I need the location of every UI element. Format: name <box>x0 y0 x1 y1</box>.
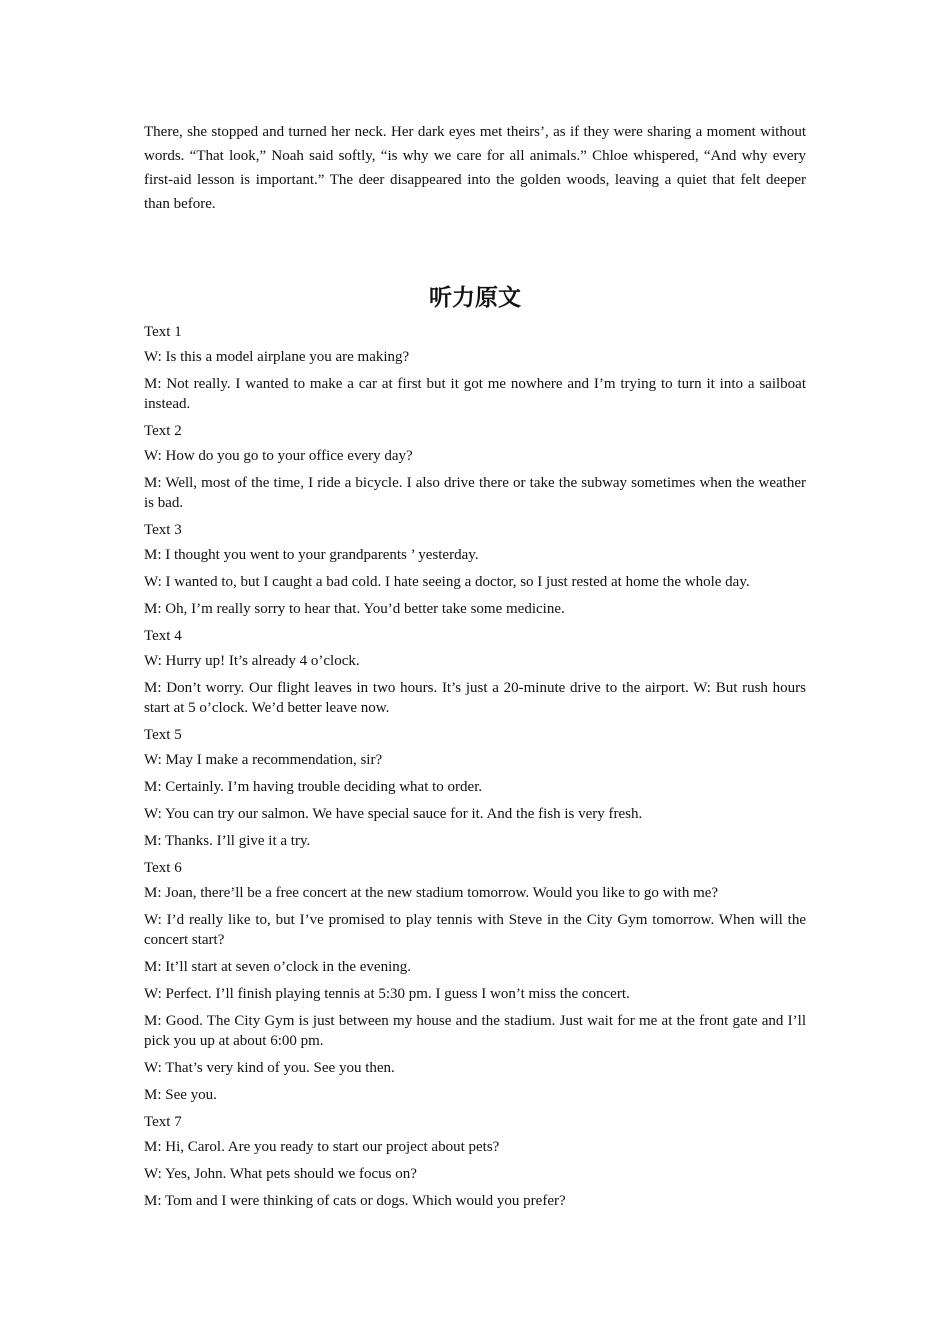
dialogue-line: W: Is this a model airplane you are making? <box>144 349 410 365</box>
transcript <box>144 322 806 1211</box>
dialogue-line: M: Good. The City Gym is just between my house and the stadium. Just wait for me at the front gate and I’ll pick you up at about 6:00 pm. <box>144 1013 806 1049</box>
dialogue-line: M: Don’t worry. Our flight leaves in two hours. It’s just a 20-minute drive to the airport. W: But rush hours start at 5 o’clock. We’d better leave now. <box>144 680 806 716</box>
text-label: Text 1 <box>144 324 182 340</box>
dialogue-line: M: I thought you went to your grandparents ’ yesterday. <box>144 547 479 563</box>
dialogue-line: M: Not really. I wanted to make a car at first but it got me nowhere and I’m trying to turn it into a sailboat instead. <box>144 376 806 412</box>
dialogue-line: M: Thanks. I’ll give it a try. <box>144 833 311 849</box>
dialogue-line: M: It’ll start at seven o’clock in the evening. <box>144 959 412 975</box>
text-label: Text 6 <box>144 860 182 876</box>
dialogue-line: M: Hi, Carol. Are you ready to start our project about pets? <box>144 1139 500 1155</box>
dialogue-line: W: I wanted to, but I caught a bad cold. I hate seeing a doctor, so I just rested at home the whole day. <box>144 574 750 590</box>
story-paragraph: There, she stopped and turned her neck. Her dark eyes met theirs’, as if they were sharing a moment without words. “That look,” Noah said softly, “is why we care for all animals.” Chloe whispered, “And why every first-aid lesson is important.” The deer disappeared into the golden woods, leaving a quiet that felt deeper than before. <box>144 124 806 212</box>
dialogue-line: W: May I make a recommendation, sir? <box>144 752 383 768</box>
dialogue-line: W: That’s very kind of you. See you then. <box>144 1060 395 1076</box>
text-label: Text 7 <box>144 1114 182 1130</box>
section-heading: 听力原文 <box>429 285 521 311</box>
text-label: Text 3 <box>144 522 182 538</box>
dialogue-line: M: Certainly. I’m having trouble deciding what to order. <box>144 779 483 795</box>
dialogue-line: M: Well, most of the time, I ride a bicycle. I also drive there or take the subway sometimes when the weather is bad. <box>144 475 806 511</box>
dialogue-line: M: See you. <box>144 1087 217 1103</box>
dialogue-line: W: Hurry up! It’s already 4 o’clock. <box>144 653 360 669</box>
text-label: Text 4 <box>144 628 182 644</box>
dialogue-line: W: You can try our salmon. We have special sauce for it. And the fish is very fresh. <box>144 806 643 822</box>
document-page <box>144 120 806 1218</box>
dialogue-line: M: Oh, I’m really sorry to hear that. You’d better take some medicine. <box>144 601 565 617</box>
dialogue-line: W: Yes, John. What pets should we focus on? <box>144 1166 417 1182</box>
dialogue-line: W: How do you go to your office every day? <box>144 448 413 464</box>
text-label: Text 5 <box>144 727 182 743</box>
dialogue-line: M: Tom and I were thinking of cats or dogs. Which would you prefer? <box>144 1193 566 1209</box>
text-label: Text 2 <box>144 423 182 439</box>
dialogue-line: W: I’d really like to, but I’ve promised to play tennis with Steve in the City Gym tomorrow. When will the concert start? <box>144 912 806 948</box>
dialogue-line: M: Joan, there’ll be a free concert at the new stadium tomorrow. Would you like to go with me? <box>144 885 719 901</box>
dialogue-line: W: Perfect. I’ll finish playing tennis at 5:30 pm. I guess I won’t miss the concert. <box>144 986 630 1002</box>
